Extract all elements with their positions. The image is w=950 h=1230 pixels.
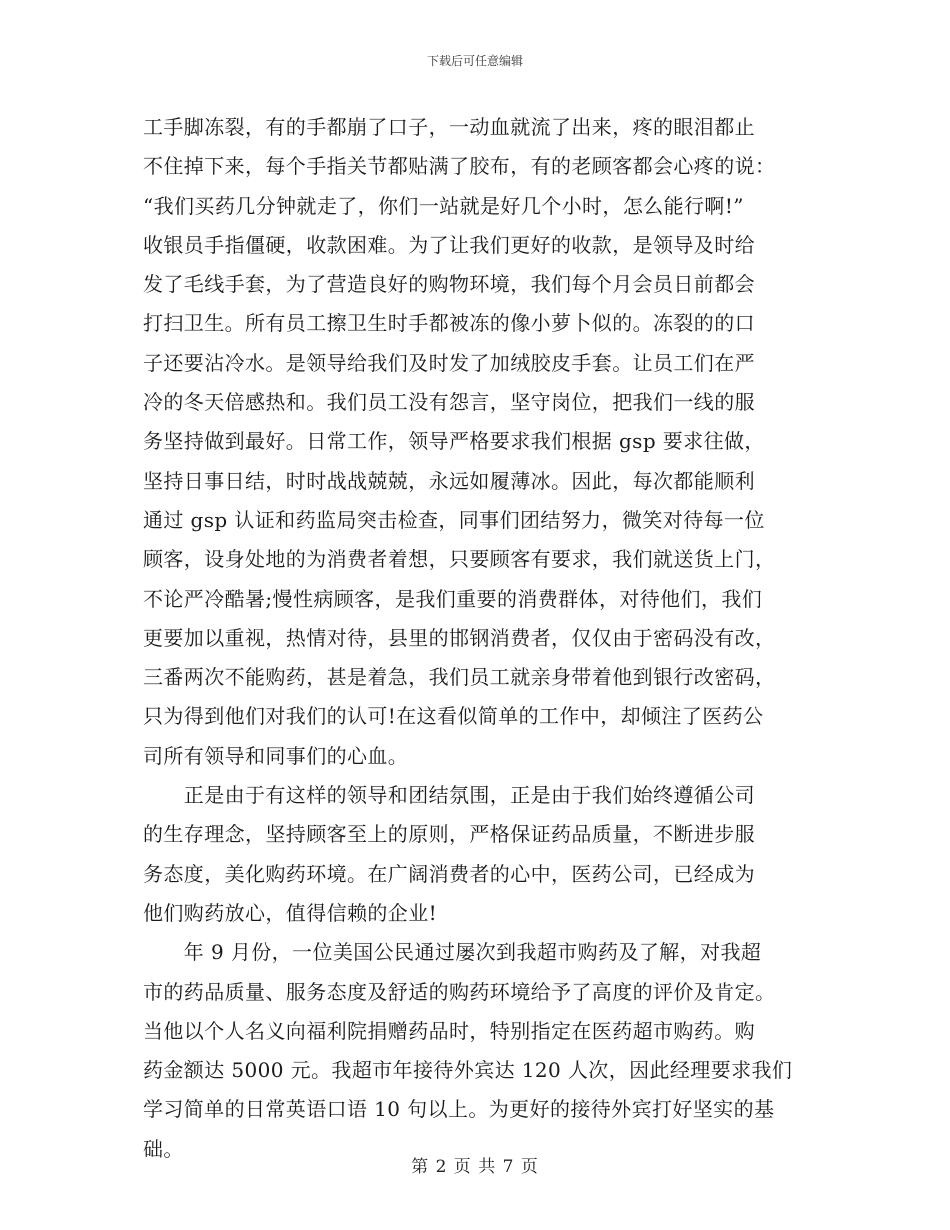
- text-line: 当他以个人名义向福利院捐赠药品时，特别指定在医药超市购药。购: [143, 1018, 755, 1043]
- text-line: 更要加以重视，热情对待，县里的邯钢消费者，仅仅由于密码没有改，: [143, 625, 776, 650]
- text-line: 发了毛线手套，为了营造良好的购物环境，我们每个月会员日前都会: [143, 272, 755, 297]
- text-line: 不论严冷酷暑;慢性病顾客，是我们重要的消费群体，对待他们，我们: [143, 586, 763, 611]
- text-line: 正是由于有这样的领导和团结氛围，正是由于我们始终遵循公司: [143, 783, 755, 808]
- text-line: 的生存理念，坚持顾客至上的原则，严格保证药品质量，不断进步服: [143, 822, 755, 847]
- text-line: 冷的冬天倍感热和。我们员工没有怨言，坚守岗位，把我们一线的服: [143, 390, 755, 415]
- text-line: 务坚持做到最好。日常工作，领导严格要求我们根据 gsp 要求往做，: [143, 429, 765, 454]
- text-line: 他们购药放心，值得信赖的企业!: [143, 900, 438, 925]
- text-line: 收银员手指僵硬，收款困难。为了让我们更好的收款，是领导及时给: [143, 232, 755, 257]
- text-line: 年 9 月份，一位美国公民通过屡次到我超市购药及了解，对我超: [143, 940, 762, 965]
- text-line: 工手脚冻裂，有的手都崩了口子，一动血就流了出来，疼的眼泪都止: [143, 115, 755, 139]
- text-line: 务态度，美化购药环境。在广阔消费者的心中，医药公司，已经成为: [143, 861, 755, 886]
- text-line: 只为得到他们对我们的认可!在这看似简单的工作中，却倾注了医药公: [143, 704, 764, 729]
- text-line: 础。: [143, 1136, 184, 1161]
- text-line: 坚持日事日结，时时战战兢兢，永远如履薄冰。因此，每次都能顺利: [143, 468, 755, 493]
- text-line: 通过 gsp 认证和药监局突击检查，同事们团结努力，微笑对待每一位: [143, 507, 765, 532]
- text-line: “我们买药几分钟就走了，你们一站就是好几个小时，怎么能行啊!”: [143, 193, 744, 218]
- text-line: 药金额达 5000 元。我超市年接待外宾达 120 人次，因此经理要求我们: [143, 1058, 793, 1083]
- text-line: 打扫卫生。所有员工擦卫生时手都被冻的像小萝卜似的。冻裂的的口: [143, 311, 755, 336]
- text-line: 三番两次不能购药，甚是着急，我们员工就亲身带着他到银行改密码，: [143, 665, 776, 690]
- body-text: [143, 108, 808, 1169]
- text-line: 顾客，设身处地的为消费者着想，只要顾客有要求，我们就送货上门，: [143, 547, 776, 572]
- text-line: 学习简单的日常英语口语 10 句以上。为更好的接待外宾打好坚实的基: [143, 1097, 775, 1122]
- text-line: 市的药品质量、服务态度及舒适的购药环境给予了高度的评价及肯定。: [143, 979, 776, 1004]
- page-header: 下载后可任意编辑: [426, 54, 523, 68]
- text-line: 不住掉下来，每个手指关节都贴满了胶布，有的老顾客都会心疼的说：: [143, 154, 776, 179]
- text-line: 司所有领导和同事们的心血。: [143, 743, 409, 768]
- page-number-footer: 第 2 页 共 7 页: [411, 1157, 539, 1177]
- text-line: 子还要沾冷水。是领导给我们及时发了加绒胶皮手套。让员工们在严: [143, 350, 755, 375]
